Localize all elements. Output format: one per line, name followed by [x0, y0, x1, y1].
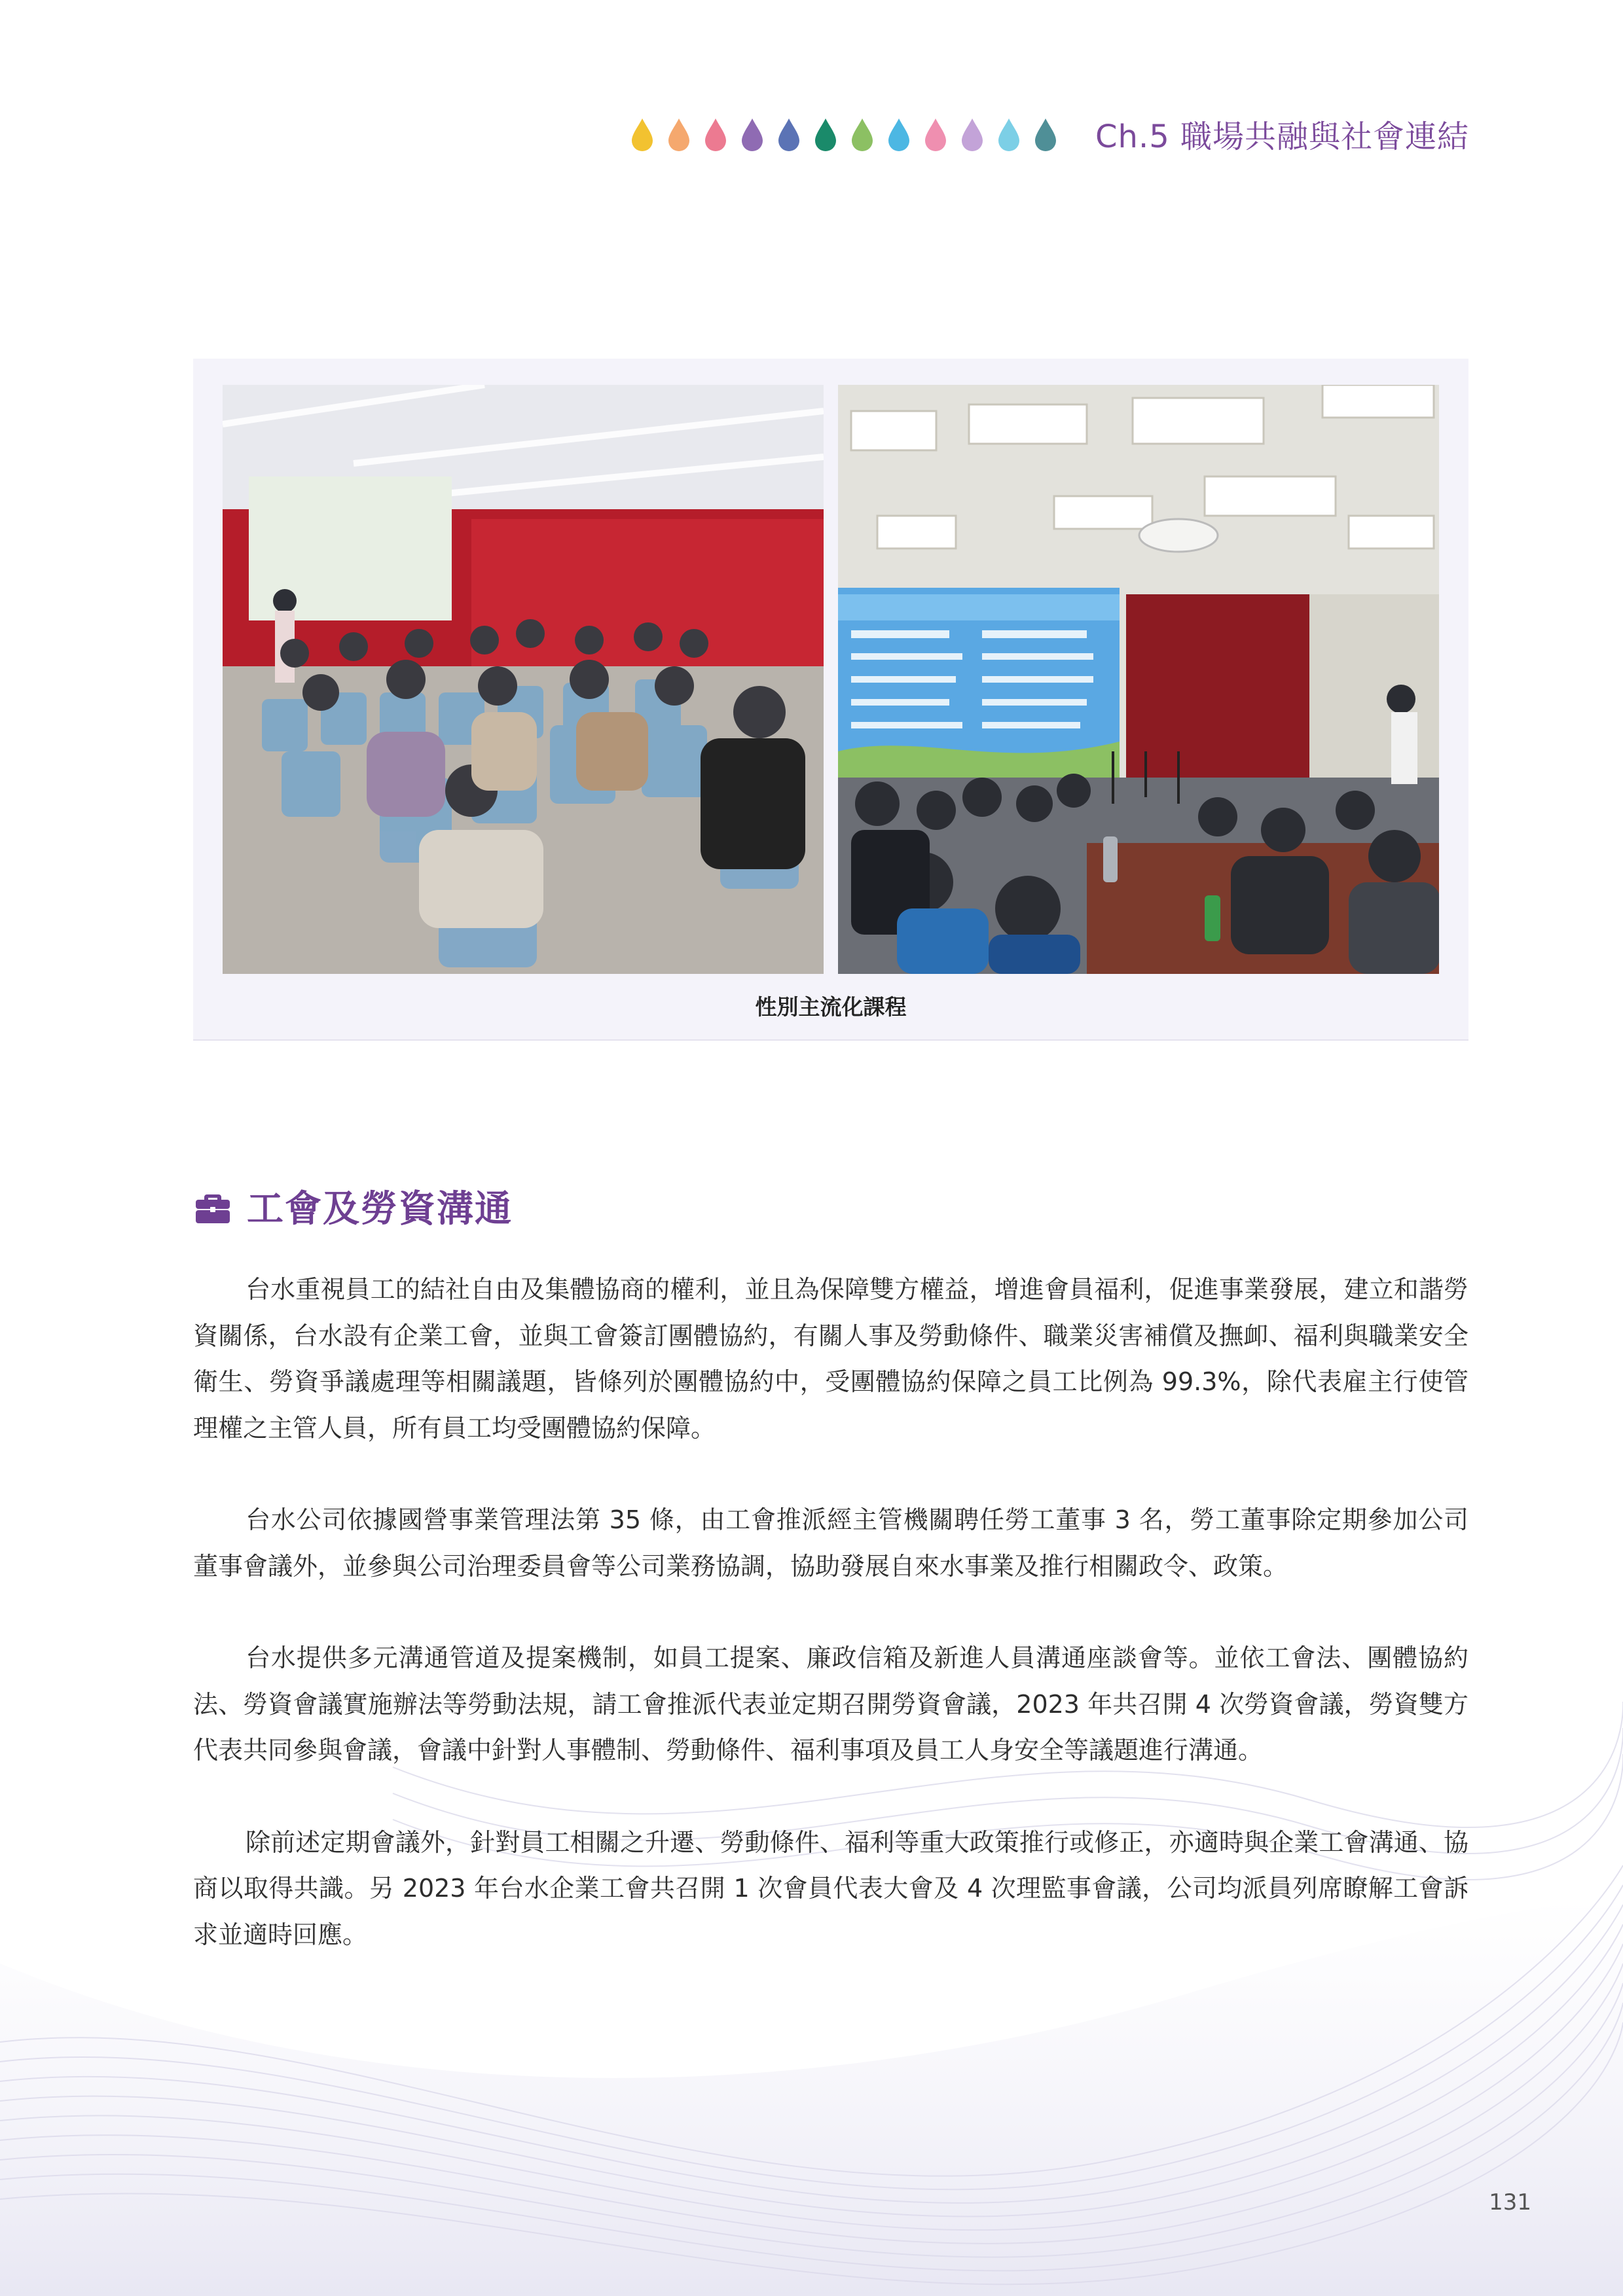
water-drop-icon — [960, 117, 984, 151]
paragraph-1: 台水重視員工的結社自由及集體協商的權利，並且為保障雙方權益，增進會員福利，促進事業發展，建立和諧勞資關係，台水設有企業工會，並與工會簽訂團體協約，有關人事及勞動條件、職業災害補償及撫卹、福利與職業安全衛生、勞資爭議處理等相關議題，皆條列於團體協約中，受團體協約保障之員工比例為 99.3%，除代表雇主行使管理權之主管人員，所有員工均受團體協約保障。 — [193, 1275, 1468, 1443]
water-drop-icon — [997, 117, 1021, 151]
water-drop-row — [630, 117, 1057, 151]
water-drop-icon — [704, 117, 727, 151]
meeting-room-photo — [838, 385, 1439, 974]
paragraph-3: 台水提供多元溝通管道及提案機制，如員工提案、廉政信箱及新進人員溝通座談會等。並依工會法、團體協約法、勞資會議實施辦法等勞動法規，請工會推派代表並定期召開勞資會議，2023 年共召開 4 次勞資會議，勞資雙方代表共同參與會議，會議中針對人事體制、勞動條件、福利事項及員工人身安全等議題進行溝通。 — [193, 1643, 1468, 1765]
water-drop-icon — [740, 117, 764, 151]
water-drop-icon — [887, 117, 911, 151]
page-number: 131 — [1489, 2189, 1531, 2215]
water-drop-icon — [777, 117, 801, 151]
water-drop-icon — [850, 117, 874, 151]
paragraph-4: 除前述定期會議外，針對員工相關之升遷、勞動條件、福利等重大政策推行或修正，亦適時與企業工會溝通、協商以取得共識。另 2023 年台水企業工會共召開 1 次會員代表大會及 4 次理監事會議，公司均派員列席瞭解工會訴求並適時回應。 — [193, 1827, 1468, 1949]
body-text — [193, 1266, 1468, 2003]
photo-caption: 性別主流化課程 — [755, 994, 907, 1020]
water-drop-icon — [1034, 117, 1057, 151]
training-room-photo — [223, 385, 824, 974]
chapter-title: Ch.5 職場共融與社會連結 — [1095, 118, 1469, 155]
section-title: 工會及勞資溝通 — [247, 1188, 513, 1230]
water-drop-icon — [630, 117, 654, 151]
water-drop-icon — [814, 117, 837, 151]
photo-panel — [193, 359, 1468, 1041]
water-drop-icon — [667, 117, 691, 151]
paragraph-2: 台水公司依據國營事業管理法第 35 條，由工會推派經主管機關聘任勞工董事 3 名，勞工董事除定期參加公司董事會議外，並參與公司治理委員會等公司業務協調，協助發展自來水事業及推行相關政令、政策。 — [193, 1505, 1468, 1581]
section-heading — [193, 1180, 513, 1232]
page-header — [630, 111, 1469, 156]
briefcase-icon — [193, 1187, 232, 1226]
water-drop-icon — [924, 117, 947, 151]
